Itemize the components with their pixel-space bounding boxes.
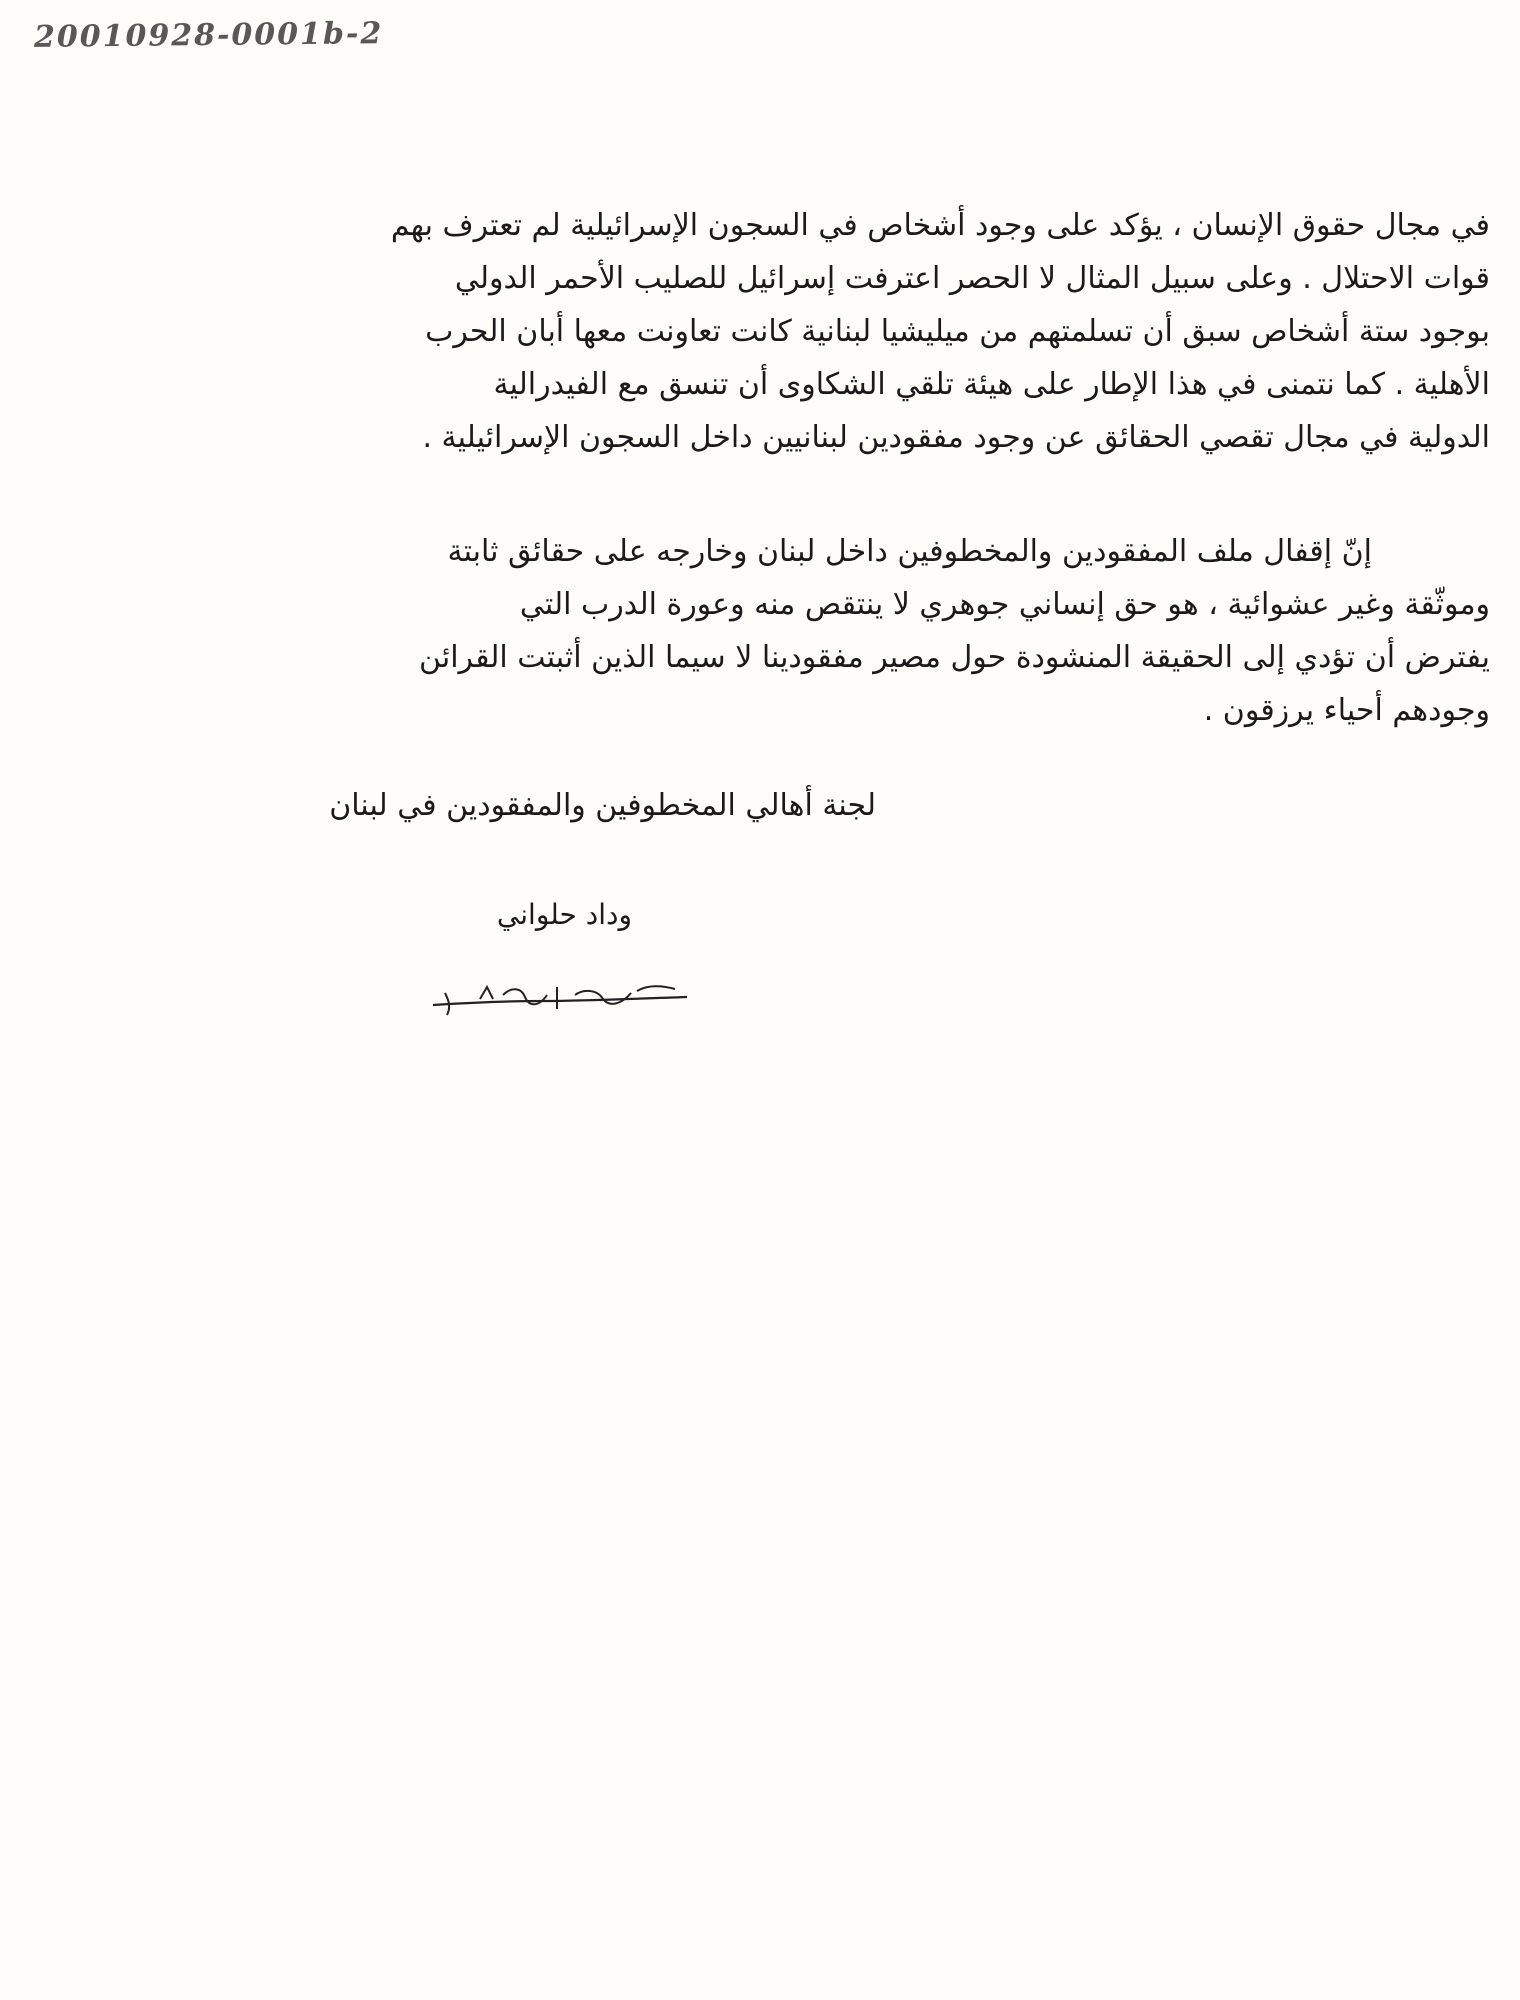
- reference-number: 20010928-0001b-2: [33, 16, 384, 55]
- paragraph-line: وموثّقة وغير عشوائية ، هو حق إنساني جوهري لا ينتقص منه وعورة الدرب التي: [519, 587, 1490, 622]
- paragraph-line: الدولية في مجال تقصي الحقائق عن وجود مفقودين لبنانيين داخل السجون الإسرائيلية .: [422, 420, 1490, 455]
- paragraph-line: قوات الاحتلال . وعلى سبيل المثال لا الحصر اعترفت إسرائيل للصليب الأحمر الدولي: [454, 261, 1490, 296]
- paragraph-line: وجودهم أحياء يرزقون .: [1203, 693, 1490, 728]
- paragraph-line: يفترض أن تؤدي إلى الحقيقة المنشودة حول مصير مفقودينا لا سيما الذين أثبتت القرائن: [419, 640, 1490, 675]
- paragraph-line: الأهلية . كما نتمنى في هذا الإطار على هيئة تلقي الشكاوى أن تنسق مع الفيدرالية: [493, 367, 1490, 402]
- signer-name: وداد حلواني: [496, 898, 632, 931]
- committee-name: لجنة أهالي المخطوفين والمفقودين في لبنان: [329, 788, 876, 823]
- paragraph-1: [155, 199, 1490, 464]
- handwritten-signature: [425, 965, 695, 1025]
- paragraph-line: بوجود ستة أشخاص سبق أن تسلمتهم من ميليشيا لبنانية كانت تعاونت معها أبان الحرب: [425, 314, 1490, 349]
- paragraph-line: في مجال حقوق الإنسان ، يؤكد على وجود أشخاص في السجون الإسرائيلية لم تعترف بهم: [390, 208, 1490, 243]
- paragraph-line: إنّ إقفال ملف المفقودين والمخطوفين داخل لبنان وخارجه على حقائق ثابتة: [447, 534, 1372, 569]
- paragraph-2: [155, 525, 1490, 737]
